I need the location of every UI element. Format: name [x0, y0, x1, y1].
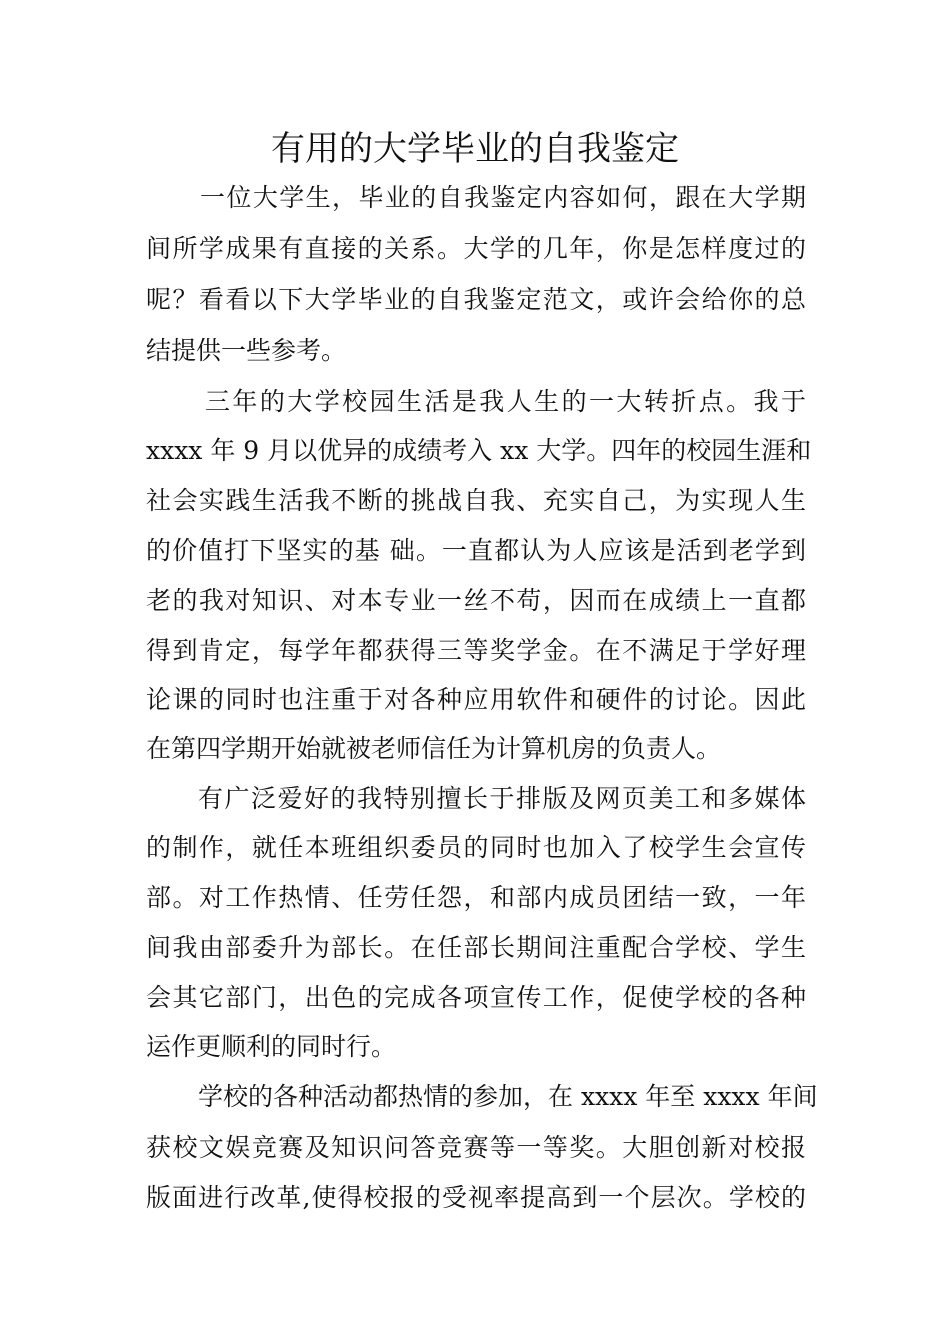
document-title: 有用的大学毕业的自我鉴定	[271, 129, 679, 169]
paragraph-3-line-4: 间我由部委升为部长。在任部长期间注重配合学校、学生	[146, 933, 806, 962]
paragraph-2-line-6: 得到肯定，每学年都获得三等奖学金。在不满足于学好理	[146, 636, 806, 665]
paragraph-4-line-1: 学校的各种活动都热情的参加，在 xxxx 年至 xxxx 年间	[198, 1082, 818, 1111]
paragraph-1-line-3: 呢？看看以下大学毕业的自我鉴定范文，或许会给你的总	[146, 285, 806, 314]
paragraph-3-line-2: 的制作，就任本班组织委员的同时也加入了校学生会宣传	[146, 833, 806, 862]
paragraph-1-line-1: 一位大学生，毕业的自我鉴定内容如何，跟在大学期	[200, 183, 806, 212]
paragraph-1-line-2: 间所学成果有直接的关系。大学的几年，你是怎样度过的	[146, 234, 806, 263]
paragraph-2-line-8: 在第四学期开始就被老师信任为计算机房的负责人。	[146, 734, 722, 763]
paragraph-2-line-4: 的价值打下坚实的基 础。一直都认为人应该是活到老学到	[146, 536, 806, 565]
paragraph-3-line-3: 部。对工作热情、任劳任怨，和部内成员团结一致，一年	[146, 883, 806, 912]
paragraph-2-line-3: 社会实践生活我不断的挑战自我、充实自己，为实现人生	[146, 486, 806, 515]
paragraph-3-line-6: 运作更顺利的同时行。	[146, 1032, 397, 1061]
paragraph-1-line-4: 结提供一些参考。	[146, 336, 347, 365]
paragraph-3-line-5: 会其它部门，出色的完成各项宣传工作，促使学校的各种	[146, 983, 806, 1012]
paragraph-4-line-2: 获校文娱竞赛及知识问答竞赛等一等奖。大胆创新对校报	[146, 1133, 806, 1162]
paragraph-2-line-7: 论课的同时也注重于对各种应用软件和硬件的讨论。因此	[146, 685, 806, 714]
paragraph-2-line-5: 老的我对知识、对本专业一丝不苟，因而在成绩上一直都	[146, 586, 806, 615]
paragraph-2-line-1: 三年的大学校园生活是我人生的一大转折点。我于	[205, 387, 806, 416]
paragraph-4-line-3: 版面进行改革,使得校报的受视率提高到一个层次。学校的	[146, 1183, 806, 1212]
paragraph-2-line-2: xxxx 年 9 月以优异的成绩考入 xx 大学。四年的校园生涯和	[146, 436, 812, 465]
paragraph-3-line-1: 有广泛爱好的我特别擅长于排版及网页美工和多媒体	[198, 784, 806, 813]
